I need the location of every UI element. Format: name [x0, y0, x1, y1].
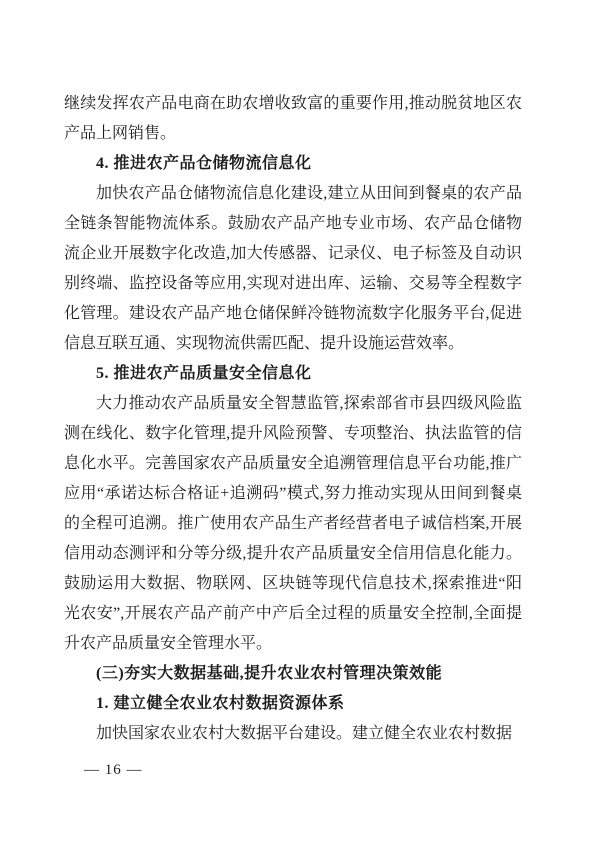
heading-section-4-warehouse-logistics: 4. 推进农产品仓储物流信息化 [96, 155, 312, 172]
heading-section-5-quality-safety: 5. 推进农产品质量安全信息化 [96, 365, 312, 382]
heading-section-1-data-resource-system: 1. 建立健全农业农村数据资源体系 [96, 695, 345, 712]
paragraph-big-data-platform: 加快国家农业农村大数据平台建设。建立健全农业农村数据 [96, 725, 513, 742]
document-body [64, 89, 522, 749]
paragraph-ecommerce-continuation: 继续发挥农产品电商在助农增收致富的重要作用,推动脱贫地区农产品上网销售。 [64, 95, 522, 142]
paragraph-warehouse-logistics: 加快农产品仓储物流信息化建设,建立从田间到餐桌的农产品全链条智能物流体系。鼓励农产品产地专业市场、农产品仓储物流企业开展数字化改造,加大传感器、记录仪、电子标签及自动识别终端、监控设备等应用,实现对进出库、运输、交易等全程数字化管理。建设农产品产地仓储保鲜冷链物流数字化服务平台,促进信息互联互通、实现物流供需匹配、提升设施运营效率。 [64, 185, 522, 352]
page-number: — 16 — [84, 762, 143, 778]
paragraph-quality-safety: 大力推动农产品质量安全智慧监管,探索部省市县四级风险监测在线化、数字化管理,提升风险预警、专项整治、执法监管的信息化水平。完善国家农产品质量安全追溯管理信息平台功能,推广应用“承诺达标合格证+追溯码”模式,努力推动实现从田间到餐桌的全程可追溯。推广使用农产品生产者经营者电子诚信档案,开展信用动态测评和分等分级,提升农产品质量安全信用信息化能力。鼓励运用大数据、物联网、区块链等现代信息技术,探索推进“阳光农安”,开展农产品产前产中产后全过程的质量安全控制,全面提升农产品质量安全管理水平。 [64, 395, 522, 652]
heading-part-3-big-data: (三)夯实大数据基础,提升农业农村管理决策效能 [96, 665, 443, 682]
